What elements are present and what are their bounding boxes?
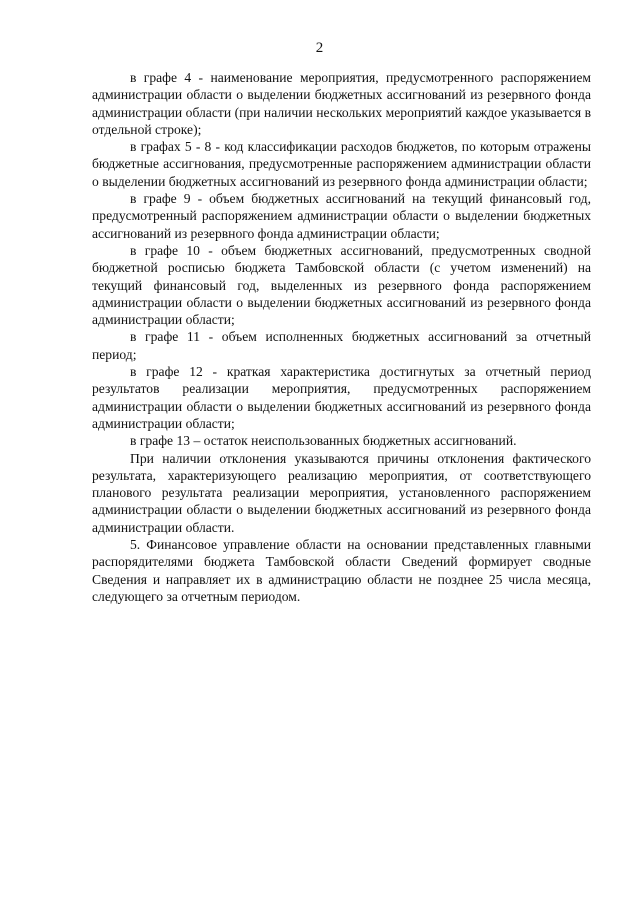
paragraph-columns-5-8: в графах 5 - 8 - код классификации расходов бюджетов, по которым отражены бюджетные ассигнования, предусмотренные распоряжением администрации области о выделении бюджетных ассигнований из резервного фонда администрации области; xyxy=(92,139,591,189)
paragraph-column-4: в графе 4 - наименование мероприятия, предусмотренного распоряжением администрации области о выделении бюджетных ассигнований из резервного фонда администрации области (при наличии нескольких мероприятий каждое указывается в отдельной строке); xyxy=(92,70,591,137)
paragraph-column-12: в графе 12 - краткая характеристика достигнутых за отчетный период результатов реализации мероприятия, предусмотренных распоряжением администрации области о выделении бюджетных ассигнований из резервного фонда администрации области; xyxy=(92,364,591,431)
paragraph-column-9: в графе 9 - объем бюджетных ассигнований на текущий финансовый год, предусмотренный распоряжением администрации области о выделении бюджетных ассигнований из резервного фонда администрации области; xyxy=(92,191,591,241)
paragraph-column-13: в графе 13 – остаток неиспользованных бюджетных ассигнований. xyxy=(130,433,517,449)
paragraph-column-11: в графе 11 - объем исполненных бюджетных ассигнований за отчетный период; xyxy=(92,329,591,362)
document-body xyxy=(92,69,591,605)
paragraph-deviation-reasons: При наличии отклонения указываются причины отклонения фактического результата, характеризующего реализацию мероприятия, от соответствующего планового результата реализации мероприятия, установленного распоряжением администрации области о выделении бюджетных ассигнований из резервного фонда администрации области. xyxy=(92,450,591,535)
paragraph-item-5: 5. Финансовое управление области на основании представленных главными распорядителями бюджета Тамбовской области Сведений формирует сводные Сведения и направляет их в администрацию области не позднее 25 числа месяца, следующего за отчетным периодом. xyxy=(92,537,591,604)
paragraph-column-10: в графе 10 - объем бюджетных ассигнований, предусмотренных сводной бюджетной росписью бюджета Тамбовской области (с учетом изменений) на текущий финансовый год, выделенных из резервного фонда распоряжением администрации области о выделении бюджетных ассигнований из резервного фонда администрации области; xyxy=(92,242,591,328)
page-number: 2 xyxy=(315,40,324,56)
